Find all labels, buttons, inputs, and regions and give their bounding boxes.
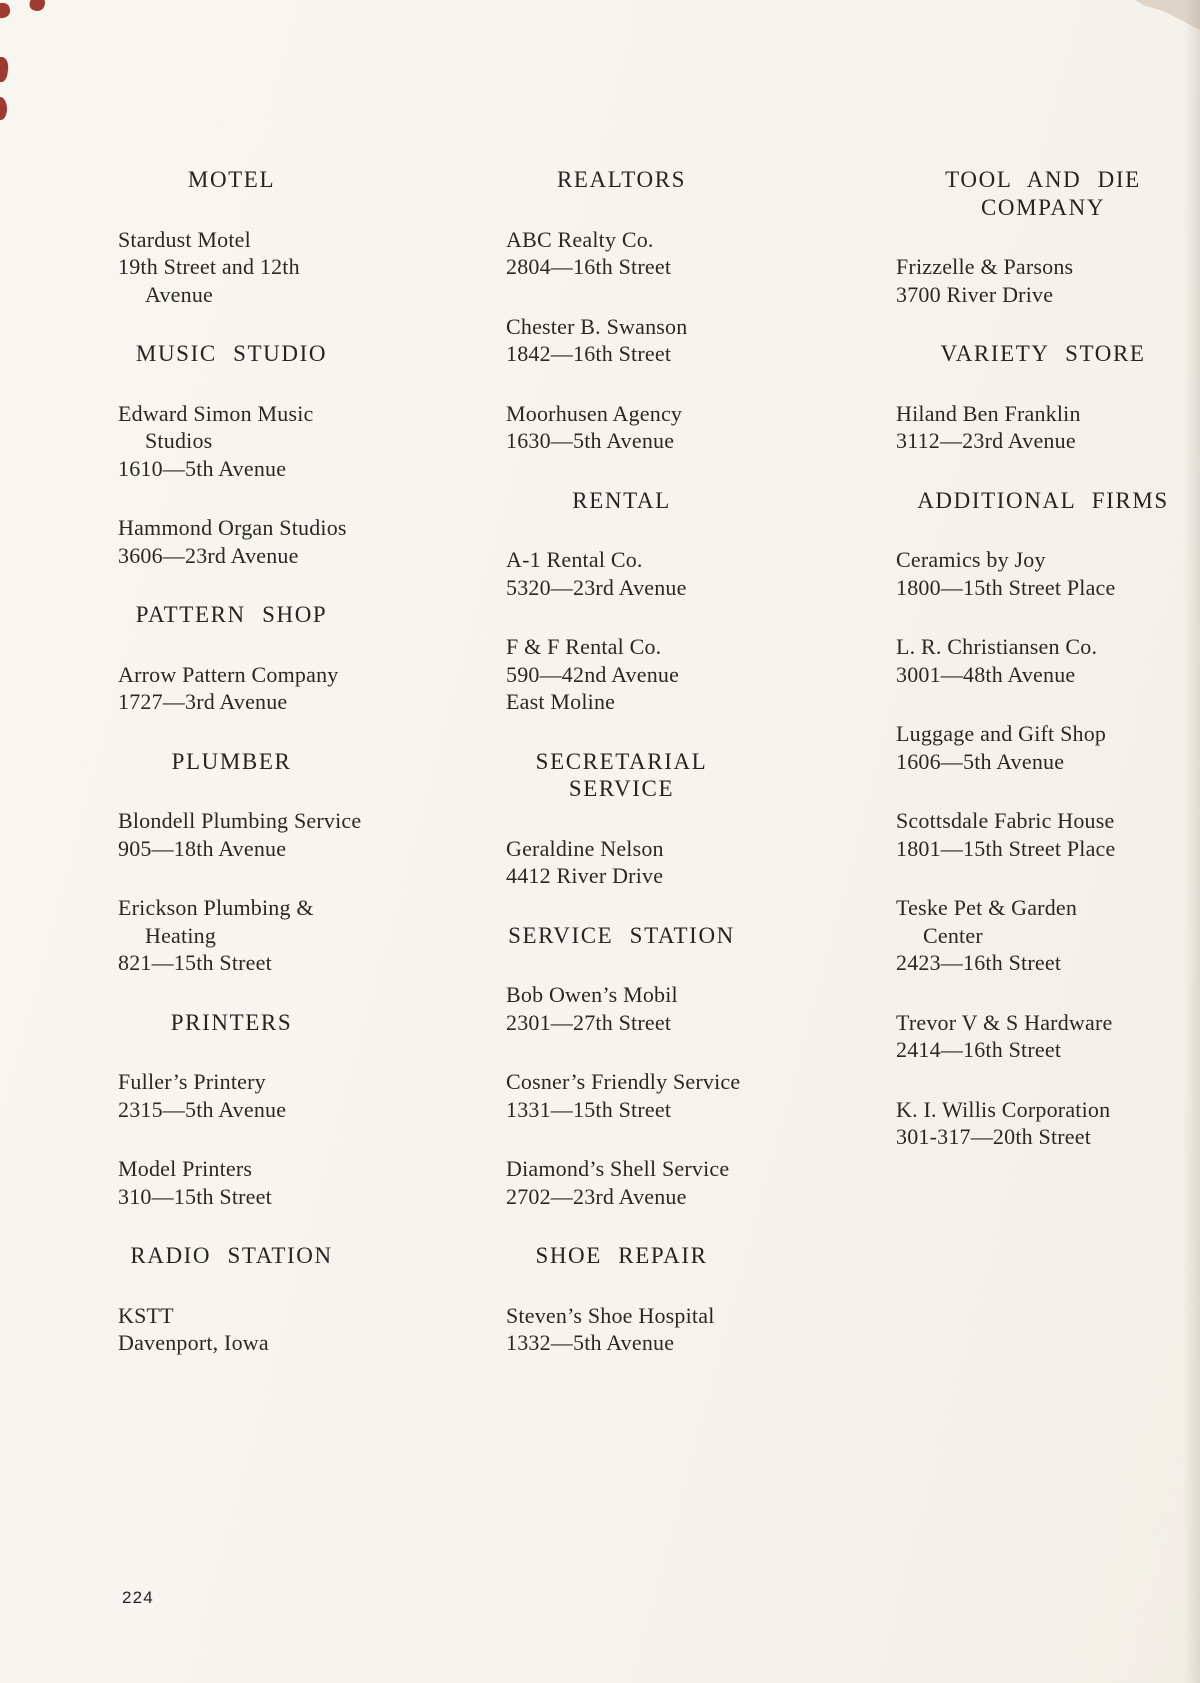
category-header-line: PLUMBER <box>171 748 292 774</box>
directory-entry <box>118 400 400 483</box>
entry-line: Trevor V & S Hardware <box>896 1009 1113 1035</box>
category-header-line: SECRETARIAL <box>535 748 708 774</box>
entry-line: Diamond’s Shell Service <box>506 1156 730 1181</box>
torn-edge-mark <box>28 0 47 13</box>
entry-line: 821—15th Street <box>118 950 272 975</box>
entry-line-indent: Center <box>923 922 983 948</box>
entry-line: L. R. Christiansen Co. <box>896 634 1098 659</box>
entry-line: Model Printers <box>118 1156 253 1181</box>
entry-line: Hammond Organ Studios <box>118 515 347 540</box>
entry-line: 1800—15th Street Place <box>896 574 1116 600</box>
directory-entry <box>118 894 400 977</box>
entry-line: A-1 Rental Co. <box>506 547 643 572</box>
entry-line: F & F Rental Co. <box>506 634 662 659</box>
directory-entry <box>118 661 400 716</box>
category-header <box>896 166 1190 221</box>
entry-line: Blondell Plumbing Service <box>118 808 362 833</box>
directory-column-1 <box>118 166 400 1389</box>
category-header <box>118 166 345 194</box>
entry-line: Arrow Pattern Company <box>118 661 339 687</box>
page-number: 224 <box>122 1588 154 1607</box>
entry-line: Ceramics by Joy <box>896 547 1046 572</box>
directory-entry <box>896 633 1190 688</box>
directory-entry <box>896 720 1190 775</box>
category-header <box>118 601 345 629</box>
category-header-line: PRINTERS <box>170 1009 293 1035</box>
directory-entry <box>118 807 400 862</box>
category-header <box>506 166 737 194</box>
entry-line: 3606—23rd Avenue <box>118 542 299 568</box>
category-header <box>118 1242 345 1270</box>
entry-line: Geraldine Nelson <box>506 835 664 861</box>
category-header-line: SERVICE <box>568 776 675 801</box>
entry-line: 2804—16th Street <box>506 254 672 279</box>
category-header-line: PATTERN SHOP <box>135 602 328 627</box>
directory-entry <box>506 400 792 455</box>
torn-edge-mark <box>0 96 8 120</box>
entry-line: Cosner’s Friendly Service <box>506 1069 741 1094</box>
entry-line: Luggage and Gift Shop <box>896 721 1107 746</box>
torn-edge-mark <box>0 2 11 20</box>
entry-line: Moorhusen Agency <box>506 400 683 426</box>
directory-column-2 <box>506 166 792 1389</box>
entry-line: Frizzelle & Parsons <box>896 254 1074 279</box>
directory-entry <box>118 226 400 309</box>
category-header-line: RADIO STATION <box>130 1243 333 1268</box>
entry-line: Scottsdale Fabric House <box>896 808 1115 833</box>
entry-line: 1630—5th Avenue <box>506 428 675 453</box>
directory-entry <box>506 633 792 716</box>
category-header <box>896 340 1190 368</box>
category-header-line: RENTAL <box>572 487 671 513</box>
category-header-line: TOOL AND DIE <box>945 167 1141 192</box>
category-header <box>506 1242 737 1270</box>
directory-entry <box>896 253 1190 308</box>
directory-entry <box>896 807 1190 862</box>
directory-column-3 <box>896 166 1190 1183</box>
directory-entry <box>506 1302 792 1357</box>
entry-line: 19th Street and 12th <box>118 254 300 279</box>
entry-line: 2315—5th Avenue <box>118 1096 287 1122</box>
entry-line: Stardust Motel <box>118 226 251 252</box>
entry-line-indent: Studios <box>145 428 213 453</box>
category-header-line: MUSIC STUDIO <box>135 341 328 366</box>
entry-line: 301-317—20th Street <box>896 1124 1092 1149</box>
entry-line: K. I. Willis Corporation <box>896 1096 1111 1122</box>
category-header-line: ADDITIONAL FIRMS <box>917 487 1169 513</box>
entry-line: 1332—5th Avenue <box>506 1330 675 1355</box>
category-header-line: MOTEL <box>187 167 276 192</box>
directory-entry <box>506 981 792 1036</box>
entry-line: Erickson Plumbing & <box>118 895 314 920</box>
category-header-line: REALTORS <box>556 167 687 192</box>
entry-line: Hiland Ben Franklin <box>896 400 1081 426</box>
entry-line: 3112—23rd Avenue <box>896 428 1076 453</box>
entry-line: 1606—5th Avenue <box>896 748 1065 774</box>
directory-entry <box>506 546 792 601</box>
directory-entry <box>118 514 400 569</box>
directory-entry <box>118 1302 400 1357</box>
entry-line: 2702—23rd Avenue <box>506 1183 687 1209</box>
category-header <box>506 922 737 950</box>
category-header-line: VARIETY STORE <box>940 341 1146 366</box>
entry-line: 905—18th Avenue <box>118 835 287 861</box>
directory-entry <box>896 546 1190 601</box>
entry-line: Edward Simon Music <box>118 400 314 426</box>
category-header <box>506 748 737 803</box>
entry-line: Bob Owen’s Mobil <box>506 982 678 1007</box>
entry-line-indent: Heating <box>145 922 217 948</box>
directory-entry <box>506 313 792 368</box>
entry-line: Steven’s Shoe Hospital <box>506 1302 715 1328</box>
entry-line: 3700 River Drive <box>896 281 1054 307</box>
torn-edge-mark <box>0 56 10 83</box>
directory-entry <box>896 400 1190 455</box>
directory-entry <box>118 1068 400 1123</box>
directory-entry <box>506 1155 792 1210</box>
entry-line: 310—15th Street <box>118 1183 272 1209</box>
directory-entry <box>896 894 1190 977</box>
entry-line-indent: Avenue <box>145 281 213 307</box>
entry-line: 2414—16th Street <box>896 1037 1062 1062</box>
category-header-line: SERVICE STATION <box>508 922 735 948</box>
entry-line: ABC Realty Co. <box>506 226 654 252</box>
category-header <box>118 1009 345 1037</box>
category-header <box>506 487 737 515</box>
category-header <box>118 748 345 776</box>
entry-line: 1727—3rd Avenue <box>118 689 288 714</box>
entry-line: Teske Pet & Garden <box>896 895 1078 920</box>
entry-line: 1610—5th Avenue <box>118 455 287 481</box>
entry-line: Davenport, Iowa <box>118 1330 269 1355</box>
entry-line: 1842—16th Street <box>506 341 672 366</box>
entry-line: KSTT <box>118 1302 174 1328</box>
entry-line: 1331—15th Street <box>506 1096 672 1122</box>
directory-entry <box>506 835 792 890</box>
category-header <box>118 340 345 368</box>
entry-line: 2423—16th Street <box>896 950 1062 975</box>
directory-entry <box>506 226 792 281</box>
entry-line: 590—42nd Avenue <box>506 661 680 687</box>
directory-entry <box>896 1096 1190 1151</box>
entry-line: 4412 River Drive <box>506 863 664 888</box>
entry-line: 2301—27th Street <box>506 1009 672 1035</box>
category-header-line: SHOE REPAIR <box>535 1243 708 1268</box>
entry-line: 5320—23rd Avenue <box>506 574 687 600</box>
entry-line: East Moline <box>506 689 616 714</box>
category-header-line: COMPANY <box>980 194 1106 220</box>
entry-line: 1801—15th Street Place <box>896 835 1116 861</box>
directory-entry <box>118 1155 400 1210</box>
entry-line: Chester B. Swanson <box>506 313 688 339</box>
category-header <box>896 487 1190 515</box>
directory-entry <box>506 1068 792 1123</box>
entry-line: 3001—48th Avenue <box>896 661 1076 687</box>
directory-entry <box>896 1009 1190 1064</box>
entry-line: Fuller’s Printery <box>118 1069 266 1094</box>
